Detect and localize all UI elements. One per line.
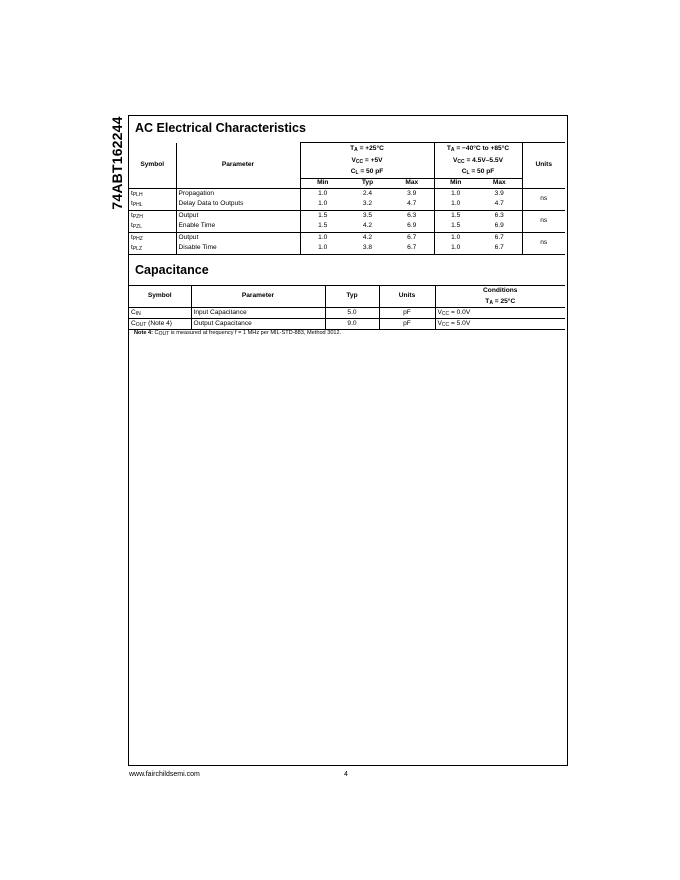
cap-row: $C_{IN}$ Input Capacitance 5.0 pF $V_{CC} = 0.0V$ (129, 308, 565, 319)
cap-header-parameter: Parameter (191, 286, 325, 308)
cap-header-symbol: Symbol (129, 286, 191, 308)
ac-header-parameter: Parameter (176, 143, 300, 189)
ac-header-min: Min (300, 179, 345, 189)
unit-cell: ns (522, 189, 565, 211)
ac-header-units: Units (522, 143, 565, 189)
cap-row: $C_{OUT}$ (Note 4) Output Capacitance 9.0 pF $V_{CC} = 5.0V$ (129, 319, 565, 330)
ac-header-group-range: $T_A = -40^\circ C$ to +85°C $V_{CC} = 4.5V-5.5V$ $C_L = 50$ pF (434, 143, 522, 179)
note-4: Note 4: $C_{OUT}$ is measured at frequency f = 1 MHz per MIL-STD-883, Method 3012. (134, 330, 342, 337)
capacitance-table (129, 285, 565, 330)
ac-row: $t_{PZL}$ Enable Time 1.5 4.2 6.9 1.5 6.9 (129, 222, 565, 233)
ac-table (129, 142, 565, 255)
ac-section-title: AC Electrical Characteristics (135, 121, 306, 135)
ac-row: $t_{PLZ}$ Disable Time 1.0 3.8 6.7 1.0 6.7 (129, 244, 565, 255)
ac-row: $t_{PZH}$ Output 1.5 3.5 6.3 1.5 6.3 ns (129, 211, 565, 222)
unit-cell: ns (522, 211, 565, 233)
ac-header-max: Max (390, 179, 434, 189)
ac-header-group-25c: $T_A = +25^\circ C$ $V_{CC} = +5V$ $C_L = 50$ pF (300, 143, 434, 179)
cap-header-conditions: Conditions $T_A = 25^\circ C$ (435, 286, 565, 308)
page-number: 4 (344, 771, 348, 778)
ac-row: $t_{PHZ}$ Output 1.0 4.2 6.7 1.0 6.7 ns (129, 233, 565, 244)
ac-row: $t_{PHL}$ Delay Data to Outputs 1.0 3.2 4.7 1.0 4.7 (129, 200, 565, 211)
ac-header-typ: Typ (345, 179, 390, 189)
footer-url[interactable]: www.fairchildsemi.com (129, 771, 200, 778)
ac-header-max2: Max (477, 179, 522, 189)
ac-header-symbol: Symbol (129, 143, 176, 189)
unit-cell: ns (522, 233, 565, 255)
capacitance-section-title: Capacitance (135, 263, 209, 277)
ac-header-min2: Min (434, 179, 477, 189)
cap-header-units: Units (379, 286, 435, 308)
ac-row: $t_{PLH}$ Propagation 1.0 2.4 3.9 1.0 3.9 ns (129, 189, 565, 200)
side-title: 74ABT162244 (109, 116, 125, 210)
cap-header-typ: Typ (325, 286, 379, 308)
